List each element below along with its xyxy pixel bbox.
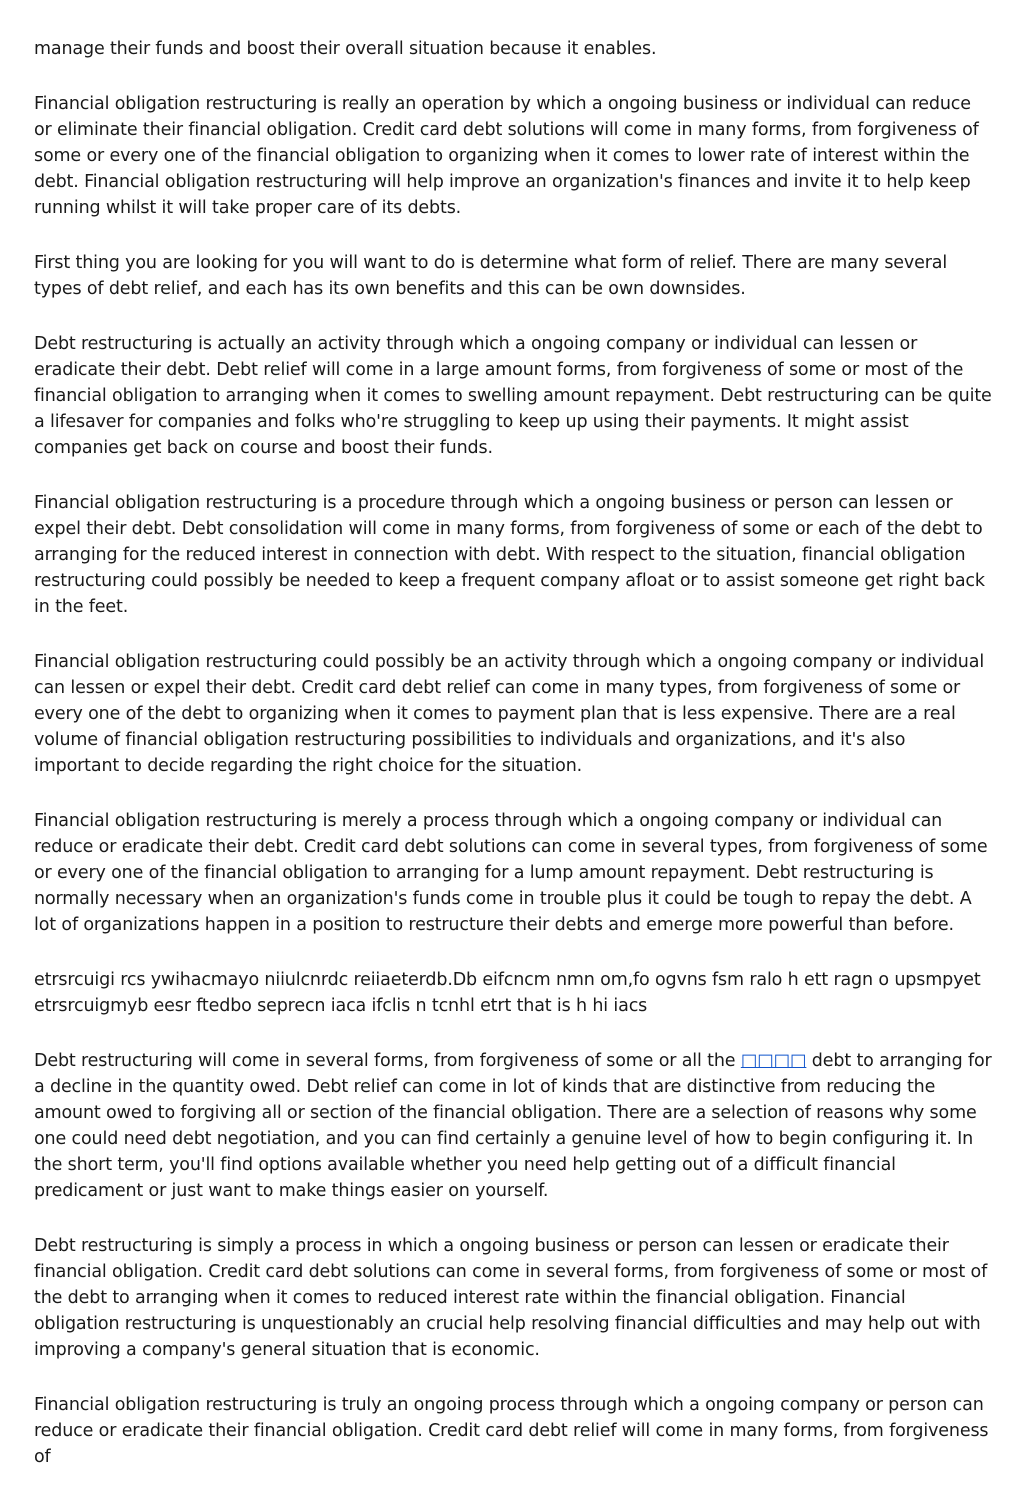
paragraph-3: First thing you are looking for you will want to do is determine what form of relief. There are many several types of debt relief, and each has its own benefits and this can be own downsides. — [34, 253, 948, 299]
paragraph-8-scrambled: etrsrcuigi rcs ywihacmayo niiulcnrdc reiiaeterdb.Db eifcncm nmn om,fo ogvns fsm ralo h ett ragn o upsmpyet etrsrcuigmyb eesr ftedbo seprecn iaca ifclis n tcnhl etrt that is h hi iacs — [34, 970, 981, 1016]
paragraph-6: Financial obligation restructuring could possibly be an activity through which a ongoing company or individual can lessen or expel their debt. Credit card debt relief can come in many types, from forgiveness of some or every one of the debt to organizing when it comes to payment plan that is less expensive. There are a real volume of financial obligation restructuring possibilities to individuals and organizations, and it's also important to decide regarding the right choice for the situation. — [34, 652, 985, 776]
paragraph-10: Debt restructuring is simply a process in which a ongoing business or person can lessen or eradicate their financial obligation. Credit card debt solutions can come in several forms, from forgiveness of some or most of the debt to arranging when it comes to reduced interest rate within the financial obligation. Financial obligation restructuring is unquestionably an crucial help resolving financial difficulties and may help out with improving a company's general situation that is economic. — [34, 1236, 988, 1360]
paragraph-9-text-before: Debt restructuring will come in several forms, from forgiveness of some or all the — [34, 1051, 741, 1071]
paragraph-4: Debt restructuring is actually an activity through which a ongoing company or individual can lessen or eradicate their debt. Debt relief will come in a large amount forms, from forgiveness of some or most of the financial obligation to arranging when it comes to swelling amount repayment. Debt restructuring can be quite a lifesaver for companies and folks who're struggling to keep up using their payments. It might assist companies get back on course and boost their funds. — [34, 334, 992, 458]
paragraph-9-text-after: debt to arranging for a decline in the quantity owed. Debt relief can come in lot of kinds that are distinctive from reducing the amount owed to forgiving all or section of the financial obligation. There are a selection of reasons why some one could need debt negotiation, and you can find certainly a genuine level of how to begin configuring it. In the short term, you'll find options available whether you need help getting out of a difficult financial predicament or just want to make things easier on yourself. — [34, 1051, 992, 1201]
paragraph-1: manage their funds and boost their overall situation because it enables. — [34, 39, 657, 59]
inline-link[interactable]: □□□□ — [740, 1051, 807, 1071]
paragraph-9 — [34, 1048, 992, 1204]
paragraph-7: Financial obligation restructuring is merely a process through which a ongoing company or individual can reduce or eradicate their debt. Credit card debt solutions can come in several types, from forgiveness of some or every one of the financial obligation to arranging for a lump amount repayment. Debt restructuring is normally necessary when an organization's funds come in trouble plus it could be tough to repay the debt. A lot of organizations happen in a position to restructure their debts and emerge more powerful than before. — [34, 811, 988, 935]
document-body — [34, 36, 992, 1499]
paragraph-5: Financial obligation restructuring is a procedure through which a ongoing business or person can lessen or expel their debt. Debt consolidation will come in many forms, from forgiveness of some or each of the debt to arranging for the reduced interest in connection with debt. With respect to the situation, financial obligation restructuring could possibly be needed to keep a frequent company afloat or to assist someone get right back in the feet. — [34, 493, 985, 617]
paragraph-11: Financial obligation restructuring is truly an ongoing process through which a ongoing company or person can reduce or eradicate their financial obligation. Credit card debt relief will come in many forms, from forgiveness of — [34, 1395, 989, 1467]
paragraph-2: Financial obligation restructuring is really an operation by which a ongoing business or individual can reduce or eliminate their financial obligation. Credit card debt solutions will come in many forms, from forgiveness of some or every one of the financial obligation to organizing when it comes to lower rate of interest within the debt. Financial obligation restructuring will help improve an organization's finances and invite it to help keep running whilst it will take proper care of its debts. — [34, 94, 979, 218]
